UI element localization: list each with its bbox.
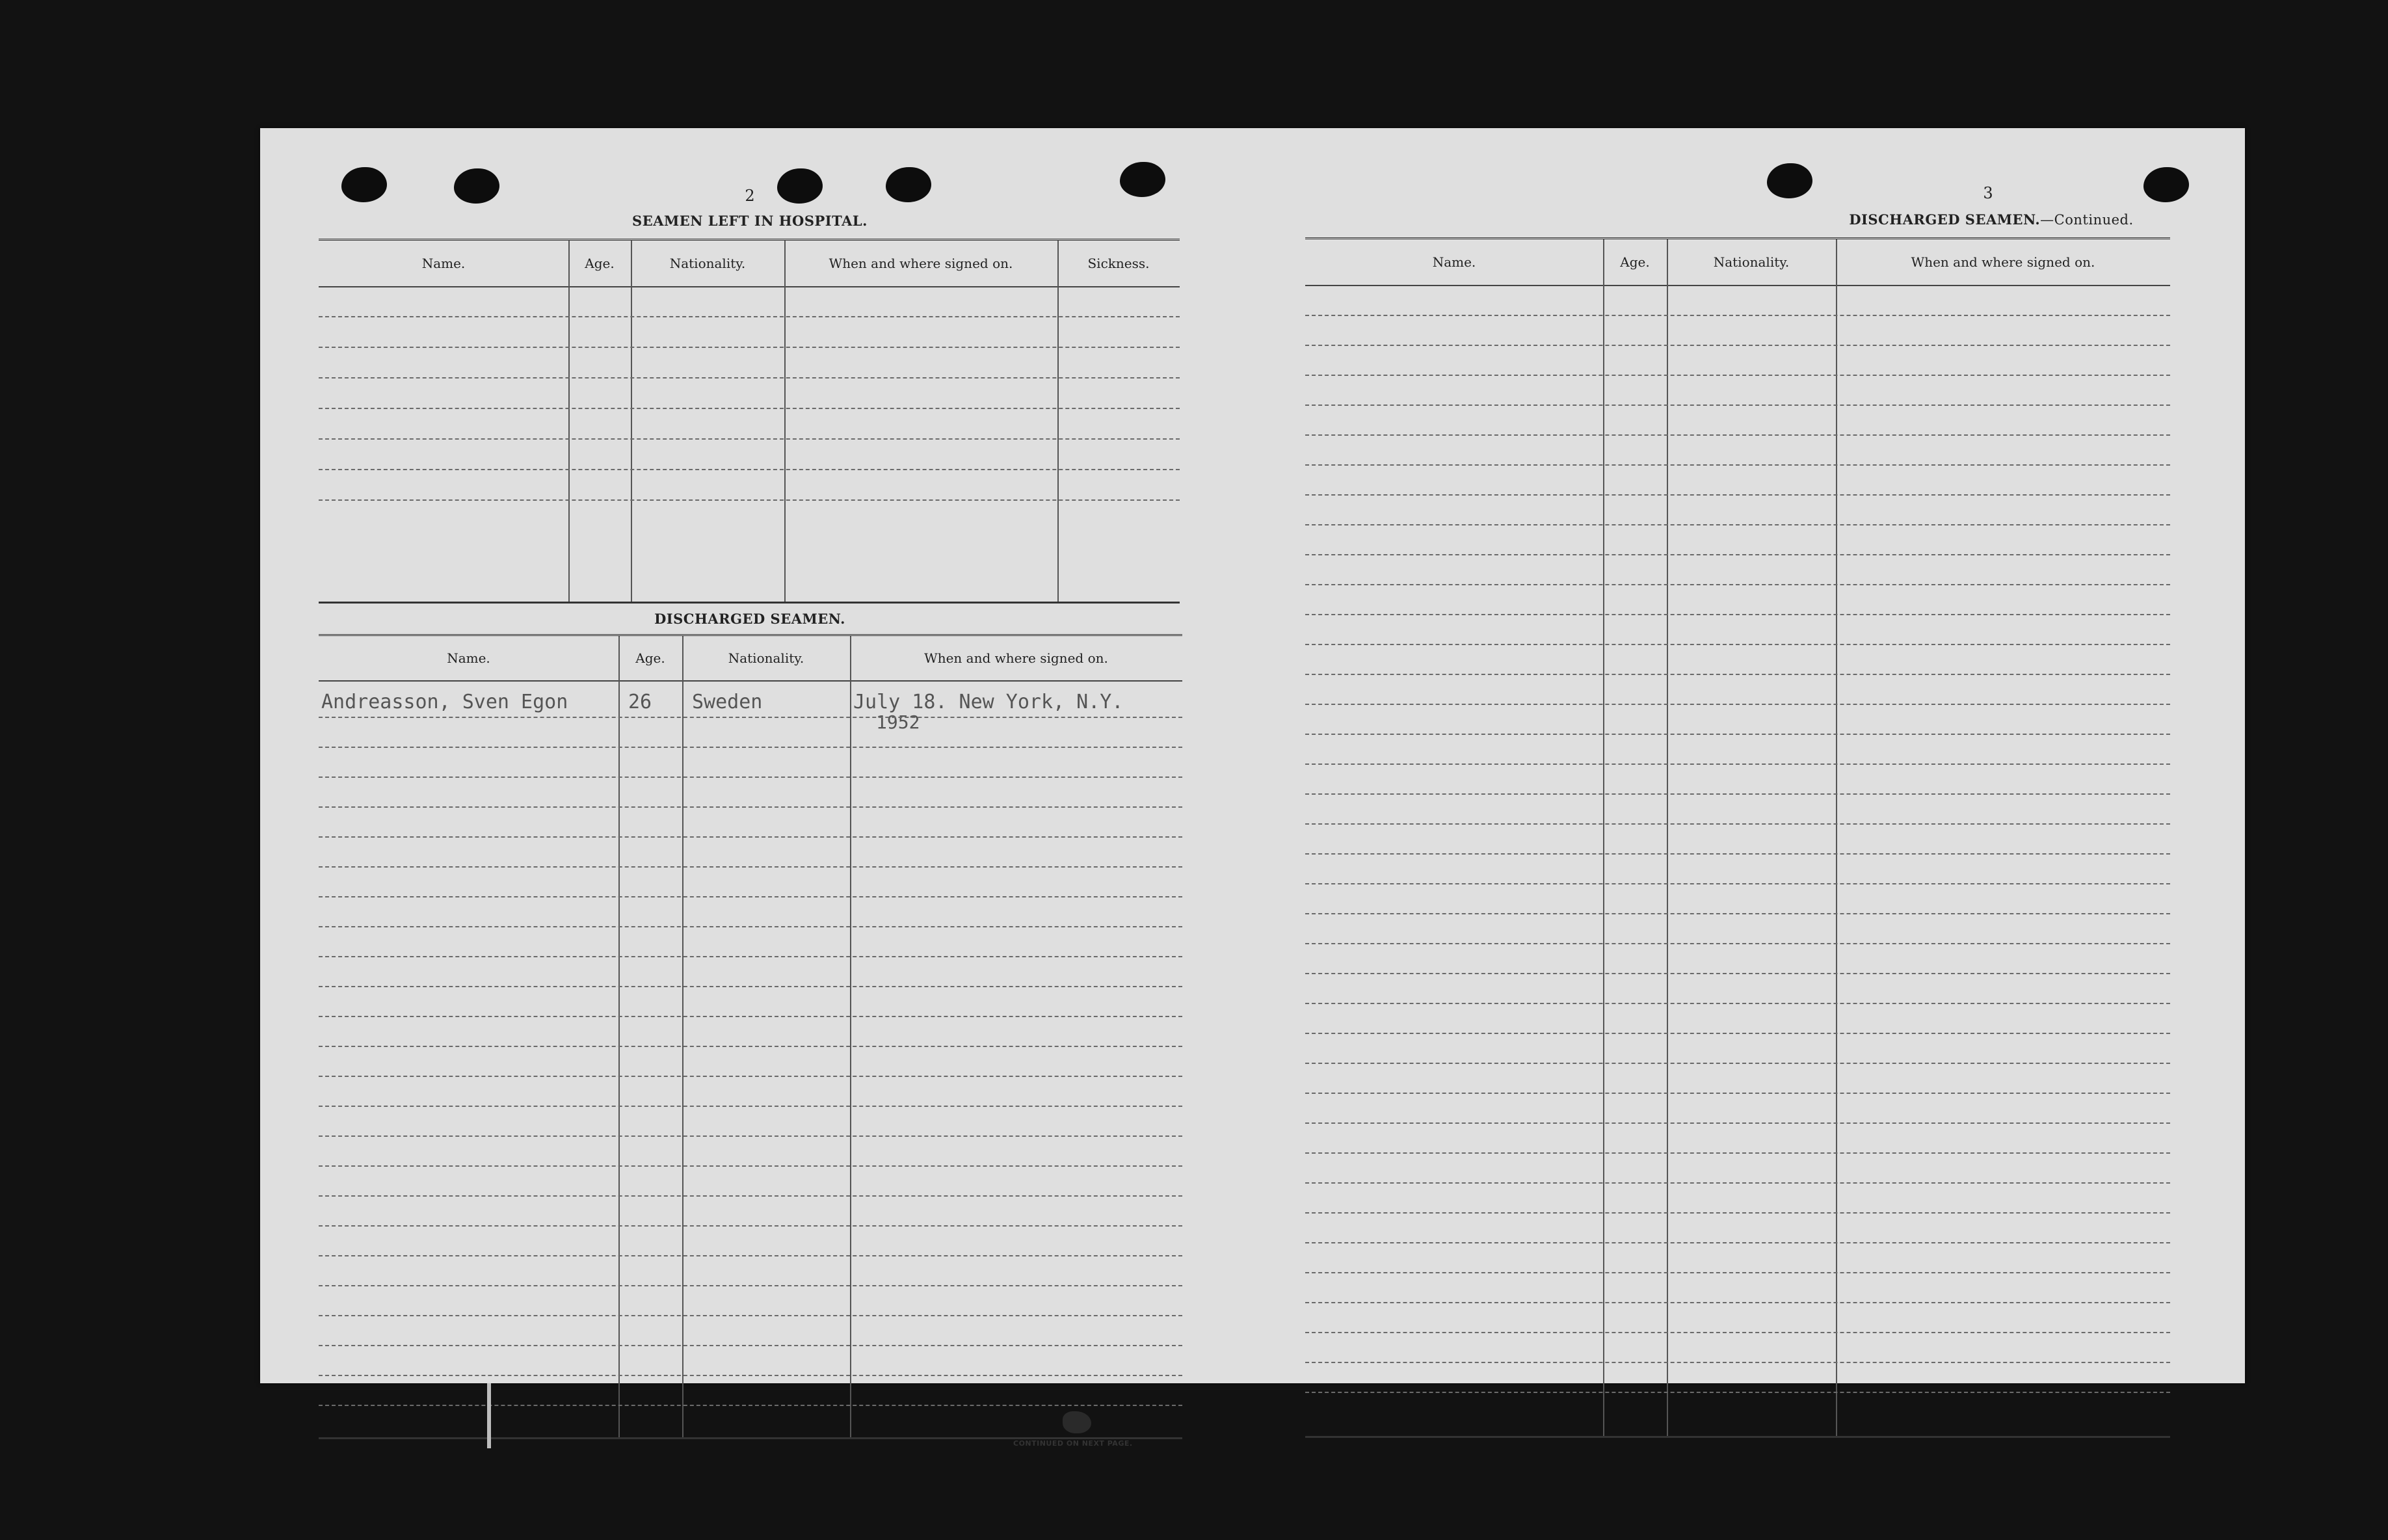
ruling-line bbox=[1305, 345, 2170, 346]
ruling-line bbox=[319, 1315, 1182, 1316]
ruling-line bbox=[319, 896, 1182, 897]
ruling-line bbox=[319, 747, 1182, 748]
ruling-line bbox=[1305, 1093, 2170, 1094]
hospital-table bbox=[319, 239, 1180, 604]
punch-hole-icon bbox=[1767, 163, 1812, 198]
column-header-signed-on: When and where signed on. bbox=[924, 650, 1108, 666]
paper-stain bbox=[1063, 1411, 1091, 1433]
ruling-line bbox=[1305, 1392, 2170, 1393]
column-header-sickness: Sickness. bbox=[1087, 256, 1150, 271]
ruling-line bbox=[319, 1255, 1182, 1256]
ruling-line bbox=[1305, 793, 2170, 795]
ruling-line bbox=[1305, 674, 2170, 675]
ruling-line bbox=[1305, 644, 2170, 645]
discharged-table-header bbox=[319, 636, 1182, 682]
column-header-age: Age. bbox=[635, 650, 665, 666]
ruling-line bbox=[1305, 883, 2170, 884]
seaman-nationality: Sweden bbox=[692, 691, 763, 713]
ruling-line bbox=[1305, 405, 2170, 406]
left-page bbox=[260, 128, 1242, 1448]
column-header-signed-on: When and where signed on. bbox=[1911, 254, 2095, 270]
ruling-line bbox=[319, 1165, 1182, 1167]
column-header-signed-on: When and where signed on. bbox=[829, 256, 1013, 271]
page-number: 2 bbox=[745, 187, 755, 205]
column-divider bbox=[1603, 239, 1604, 1436]
punch-hole-icon bbox=[1120, 162, 1165, 197]
column-divider bbox=[784, 241, 786, 602]
ruling-line bbox=[319, 1285, 1182, 1286]
ruling-line bbox=[1305, 584, 2170, 585]
ruling-line bbox=[319, 316, 1180, 317]
ruling-line bbox=[1305, 494, 2170, 496]
ruling-line bbox=[1305, 1122, 2170, 1124]
binding-tab bbox=[487, 1383, 491, 1448]
column-divider bbox=[682, 636, 683, 1437]
punch-hole-icon bbox=[454, 168, 499, 204]
ruling-line bbox=[1305, 763, 2170, 765]
ruling-line bbox=[1305, 1242, 2170, 1243]
ruling-line bbox=[1305, 913, 2170, 914]
ruling-line bbox=[319, 377, 1180, 378]
ruling-line bbox=[319, 806, 1182, 808]
punch-hole-icon bbox=[777, 168, 823, 204]
ruling-line bbox=[1305, 1182, 2170, 1184]
column-header-name: Name. bbox=[447, 650, 490, 666]
seaman-signed-on: July 18. New York, N.Y. bbox=[853, 691, 1124, 713]
seaman-name: Andreasson, Sven Egon bbox=[321, 691, 568, 713]
ruling-line bbox=[1305, 464, 2170, 466]
column-header-name: Name. bbox=[1432, 254, 1476, 270]
ruling-line bbox=[1305, 1302, 2170, 1303]
ruling-line bbox=[1305, 315, 2170, 316]
discharged-continued-title bbox=[1849, 211, 2133, 228]
continued-suffix: —Continued. bbox=[2040, 212, 2134, 228]
ruling-line bbox=[1305, 1063, 2170, 1064]
discharged-continued-table bbox=[1305, 237, 2170, 1438]
ruling-line bbox=[1305, 524, 2170, 525]
ruling-line bbox=[319, 1405, 1182, 1406]
ruling-line bbox=[319, 1046, 1182, 1047]
punch-hole-icon bbox=[341, 167, 387, 202]
column-divider bbox=[618, 636, 620, 1437]
discharged-continued-label: DISCHARGED SEAMEN. bbox=[1849, 211, 2041, 228]
ruling-line bbox=[1305, 823, 2170, 825]
column-header-age: Age. bbox=[585, 256, 615, 271]
ruling-line bbox=[319, 1106, 1182, 1107]
ruling-line bbox=[319, 866, 1182, 868]
ruling-line bbox=[1305, 973, 2170, 974]
column-header-nationality: Nationality. bbox=[669, 256, 746, 271]
ruling-line bbox=[1305, 704, 2170, 705]
punch-hole-icon bbox=[2143, 167, 2189, 202]
ruling-line bbox=[1305, 554, 2170, 555]
right-page bbox=[1242, 128, 2245, 1383]
ruling-line bbox=[1305, 734, 2170, 735]
discharged-continued-header bbox=[1305, 239, 2170, 286]
ruling-line bbox=[1305, 1362, 2170, 1363]
column-divider bbox=[1057, 241, 1059, 602]
ruling-line bbox=[319, 499, 1180, 501]
ruling-line bbox=[319, 777, 1182, 778]
ruling-line bbox=[1305, 943, 2170, 944]
discharged-table bbox=[319, 634, 1182, 1439]
ruling-line bbox=[1305, 1212, 2170, 1214]
column-divider bbox=[568, 241, 570, 602]
column-divider bbox=[850, 636, 851, 1437]
ruling-line bbox=[1305, 614, 2170, 615]
column-divider bbox=[1836, 239, 1837, 1436]
ruling-line bbox=[319, 1076, 1182, 1077]
continued-note: CONTINUED ON NEXT PAGE. bbox=[1013, 1439, 1133, 1448]
column-header-nationality: Nationality. bbox=[1713, 254, 1790, 270]
ruling-line bbox=[319, 717, 1182, 718]
ruling-line bbox=[319, 986, 1182, 987]
column-divider bbox=[631, 241, 632, 602]
ruling-line bbox=[319, 1225, 1182, 1227]
ruling-line bbox=[1305, 434, 2170, 436]
ruling-line bbox=[1305, 1003, 2170, 1004]
ruling-line bbox=[319, 1195, 1182, 1197]
ruling-line bbox=[319, 836, 1182, 838]
ruling-line bbox=[1305, 1332, 2170, 1333]
ruling-line bbox=[319, 469, 1180, 470]
column-header-age: Age. bbox=[1620, 254, 1650, 270]
ruling-line bbox=[319, 1345, 1182, 1346]
ruling-line bbox=[319, 956, 1182, 957]
hospital-section-title: SEAMEN LEFT IN HOSPITAL. bbox=[632, 213, 868, 229]
ruling-line bbox=[319, 1375, 1182, 1376]
ruling-line bbox=[1305, 1152, 2170, 1154]
ruling-line bbox=[319, 438, 1180, 440]
ledger-document bbox=[260, 128, 2245, 1448]
page-number: 3 bbox=[1983, 184, 1993, 202]
ruling-line bbox=[1305, 853, 2170, 855]
column-header-name: Name. bbox=[421, 256, 466, 271]
hospital-table-header bbox=[319, 241, 1180, 287]
ruling-line bbox=[319, 1135, 1182, 1137]
ruling-line bbox=[1305, 375, 2170, 376]
ruling-line bbox=[319, 1016, 1182, 1017]
column-header-nationality: Nationality. bbox=[728, 650, 804, 666]
discharged-section-title: DISCHARGED SEAMEN. bbox=[654, 611, 845, 627]
punch-hole-icon bbox=[886, 167, 931, 202]
seaman-signed-on-year: 1952 bbox=[876, 711, 920, 733]
column-divider bbox=[1667, 239, 1668, 1436]
ruling-line bbox=[1305, 1272, 2170, 1273]
seaman-age: 26 bbox=[628, 691, 652, 713]
ruling-line bbox=[319, 408, 1180, 409]
ruling-line bbox=[319, 347, 1180, 348]
ruling-line bbox=[319, 926, 1182, 927]
ruling-line bbox=[1305, 1033, 2170, 1034]
